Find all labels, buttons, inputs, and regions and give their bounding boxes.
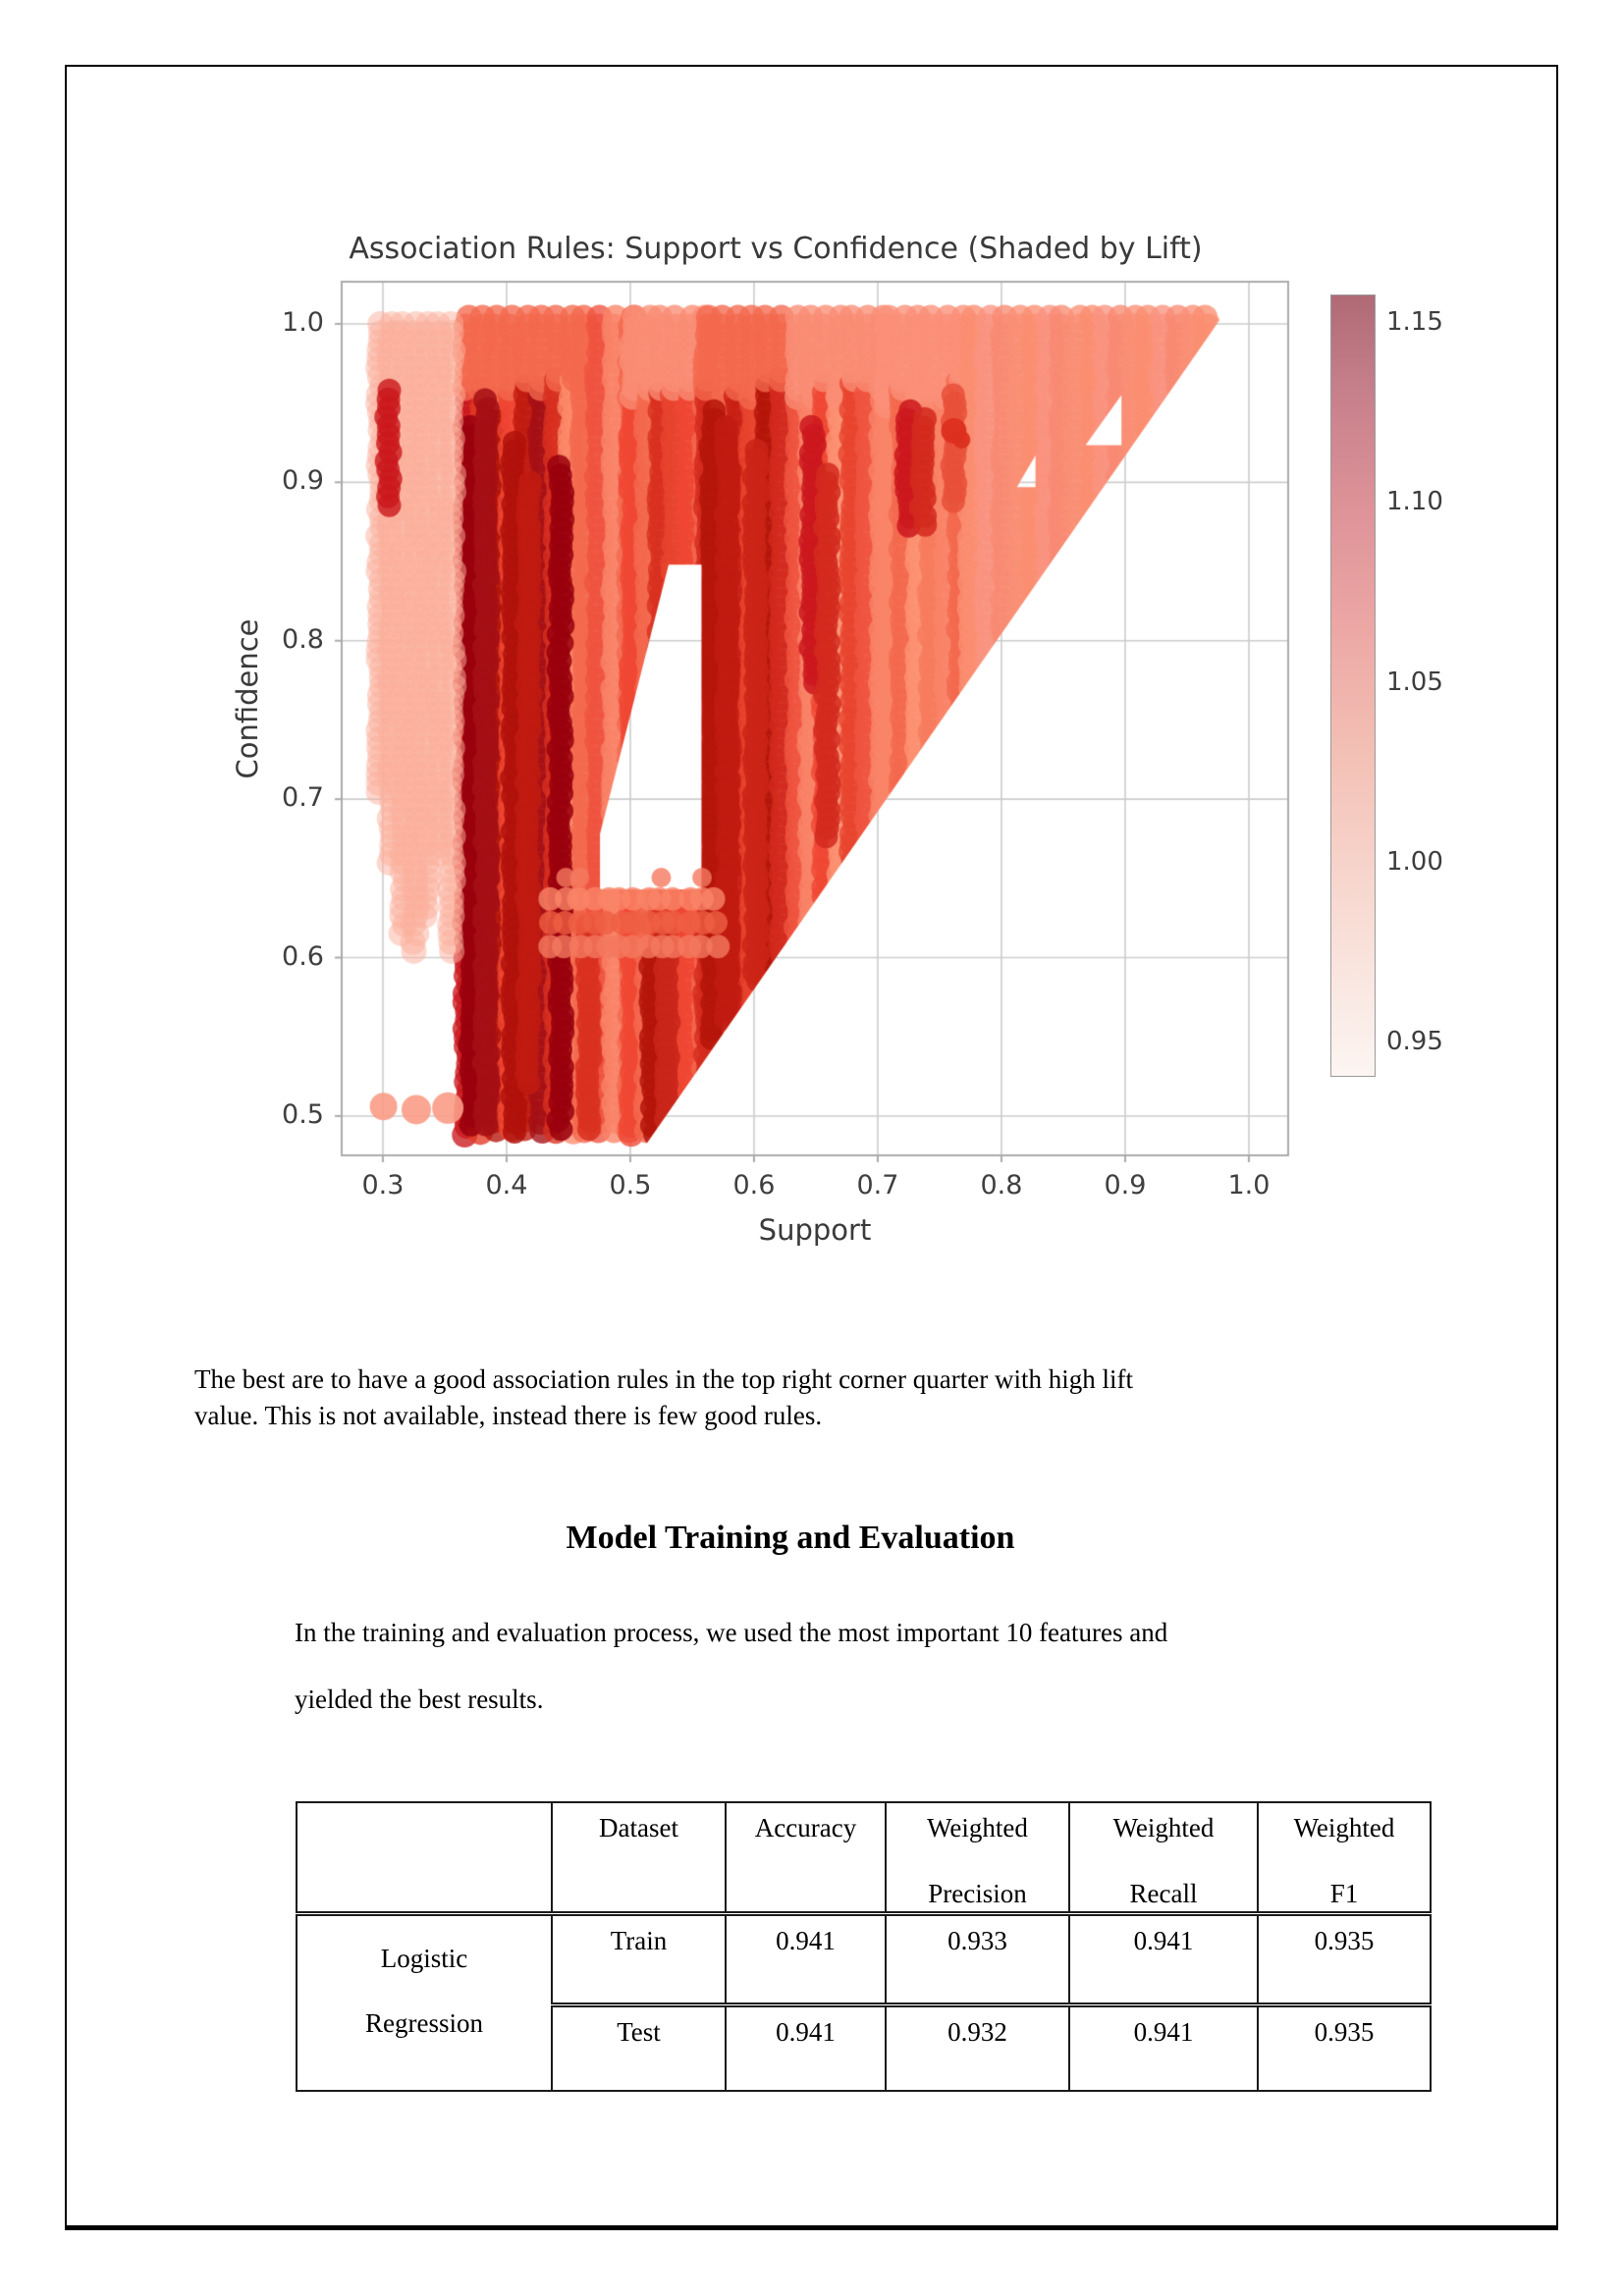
cell-test-f1: 0.935 <box>1258 2005 1431 2092</box>
header-weighted-f1: Weighted F1 <box>1258 1802 1431 1914</box>
paragraph-training-line2: yielded the best results. <box>295 1684 544 1714</box>
x-tick-label: 1.0 <box>1227 1170 1271 1201</box>
header-weighted-recall: Weighted Recall <box>1069 1802 1258 1914</box>
header-empty <box>297 1802 552 1914</box>
header-accuracy: Accuracy <box>726 1802 886 1914</box>
paragraph-chart-comment-line2: value. This is not available, instead there is few good rules. <box>194 1401 823 1430</box>
colorbar-tick-label: 1.10 <box>1386 487 1443 517</box>
y-tick-label: 0.5 <box>282 1098 324 1130</box>
section-heading: Model Training and Evaluation <box>566 1520 1015 1556</box>
header-dataset: Dataset <box>552 1802 726 1914</box>
header-weighted-precision: Weighted Precision <box>886 1802 1069 1914</box>
y-tick-label: 0.6 <box>282 940 324 972</box>
model-name-cell: Logistic Regression <box>297 1914 552 2092</box>
lift-colorbar <box>1330 294 1376 1077</box>
x-tick-label: 0.7 <box>856 1170 899 1201</box>
x-tick-label: 0.6 <box>732 1170 776 1201</box>
colorbar-tick-label: 1.15 <box>1386 307 1443 338</box>
colorbar-tick-label: 0.95 <box>1386 1027 1443 1057</box>
x-tick-label: 0.8 <box>980 1170 1023 1201</box>
cell-train-f1: 0.935 <box>1258 1914 1431 2005</box>
paragraph-chart-comment-line1: The best are to have a good association rules in the top right corner quarter with high lift <box>194 1364 1133 1394</box>
table-header-row <box>297 1802 1431 1914</box>
colorbar-tick-label: 1.00 <box>1386 846 1443 877</box>
y-axis-label: Confidence <box>231 618 264 779</box>
cell-test-precision: 0.932 <box>886 2005 1069 2092</box>
cell-train-recall: 0.941 <box>1069 1914 1258 2005</box>
chart-title: Association Rules: Support vs Confidence (Shaded by Lift) <box>349 232 1203 266</box>
table-row-train <box>297 1914 1431 2005</box>
x-tick-label: 0.5 <box>609 1170 652 1201</box>
y-tick-label: 1.0 <box>282 306 324 338</box>
paragraph-training-line1: In the training and evaluation process, we used the most important 10 features and <box>295 1618 1168 1647</box>
x-tick-label: 0.4 <box>485 1170 528 1201</box>
x-tick-label: 0.3 <box>361 1170 405 1201</box>
y-tick-label: 0.9 <box>282 465 324 497</box>
cell-test-accuracy: 0.941 <box>726 2005 886 2092</box>
cell-test-dataset: Test <box>552 2005 726 2092</box>
y-tick-label: 0.8 <box>282 623 324 655</box>
cell-test-recall: 0.941 <box>1069 2005 1258 2092</box>
x-tick-label: 0.9 <box>1104 1170 1147 1201</box>
scatter-plot-canvas <box>334 274 1296 1163</box>
x-axis-label: Support <box>758 1213 872 1247</box>
colorbar-tick-label: 1.05 <box>1386 667 1443 697</box>
cell-train-accuracy: 0.941 <box>726 1914 886 2005</box>
cell-train-dataset: Train <box>552 1914 726 2005</box>
cell-train-precision: 0.933 <box>886 1914 1069 2005</box>
results-table <box>296 1801 1432 2092</box>
y-tick-label: 0.7 <box>282 782 324 814</box>
